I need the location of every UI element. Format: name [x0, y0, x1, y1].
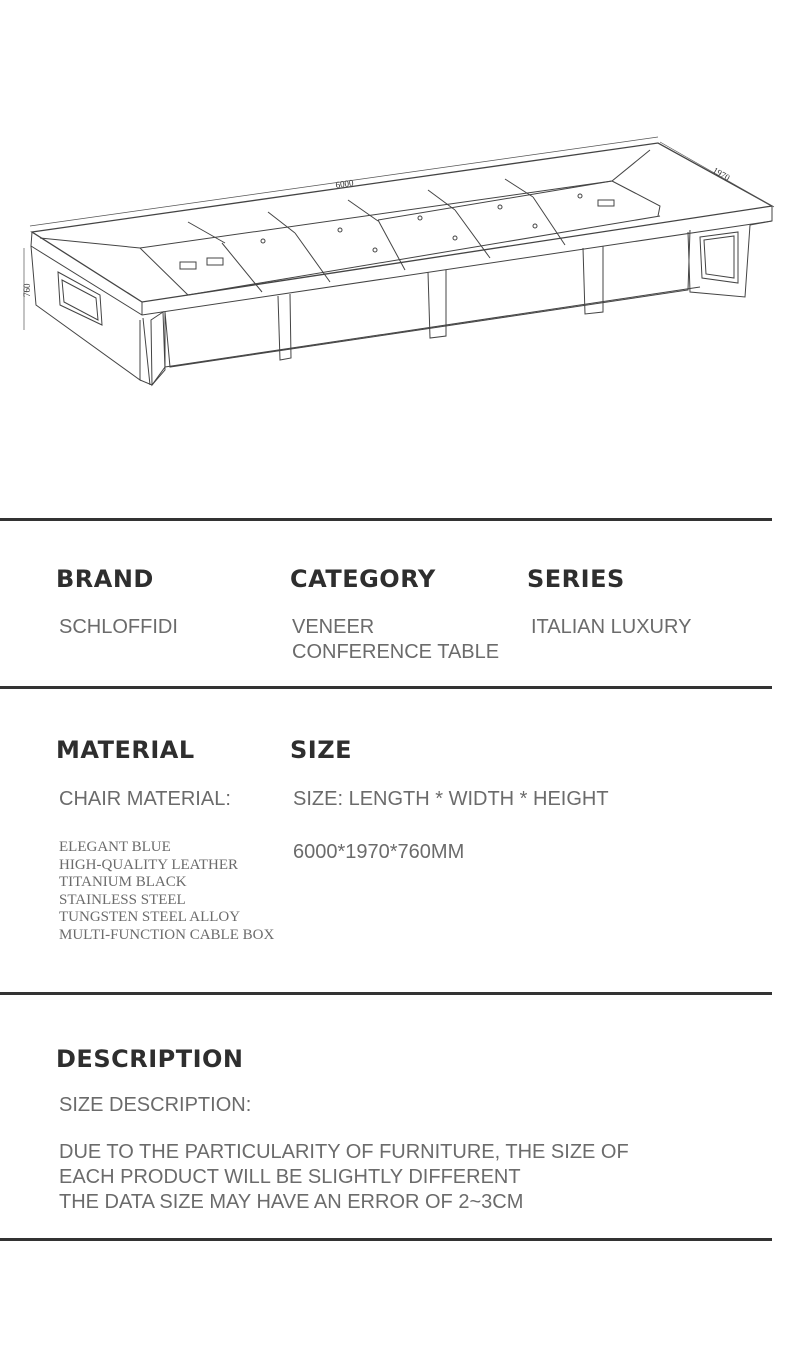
series-heading: SERIES	[527, 565, 625, 593]
description-line: THE DATA SIZE MAY HAVE AN ERROR OF 2~3CM	[59, 1191, 524, 1213]
brand-value: SCHLOFFIDI	[59, 616, 178, 638]
height-dimension-label: 760	[22, 283, 32, 297]
divider-row2	[0, 992, 772, 995]
category-heading: CATEGORY	[290, 565, 436, 593]
material-heading: MATERIAL	[56, 736, 195, 764]
description-line: DUE TO THE PARTICULARITY OF FURNITURE, THE SIZE OF	[59, 1141, 629, 1163]
series-value: ITALIAN LUXURY	[531, 616, 692, 638]
width-dimension-label: 1970	[711, 165, 732, 183]
material-item: ELEGANT BLUE	[59, 839, 171, 855]
material-item: TUNGSTEN STEEL ALLOY	[59, 909, 241, 925]
conference-table-drawing	[0, 120, 790, 400]
divider-top	[0, 518, 772, 521]
size-heading: SIZE	[290, 736, 353, 764]
material-item: HIGH-QUALITY LEATHER	[59, 857, 238, 873]
description-heading: DESCRIPTION	[56, 1045, 244, 1073]
category-value-line1: VENEER	[292, 616, 375, 638]
length-dimension-label: 6000	[334, 177, 355, 190]
material-item: MULTI-FUNCTION CABLE BOX	[59, 927, 275, 943]
material-item: TITANIUM BLACK	[59, 874, 187, 890]
size-value: 6000*1970*760MM	[293, 841, 465, 863]
divider-bottom	[0, 1238, 772, 1241]
size-label: SIZE: LENGTH * WIDTH * HEIGHT	[293, 788, 609, 810]
size-description-label: SIZE DESCRIPTION:	[59, 1094, 252, 1116]
divider-row1	[0, 686, 772, 689]
description-line: EACH PRODUCT WILL BE SLIGHTLY DIFFERENT	[59, 1166, 521, 1188]
material-item: STAINLESS STEEL	[59, 892, 186, 908]
category-value-line2: CONFERENCE TABLE	[292, 641, 500, 663]
chair-material-label: CHAIR MATERIAL:	[59, 788, 231, 810]
brand-heading: BRAND	[56, 565, 154, 593]
